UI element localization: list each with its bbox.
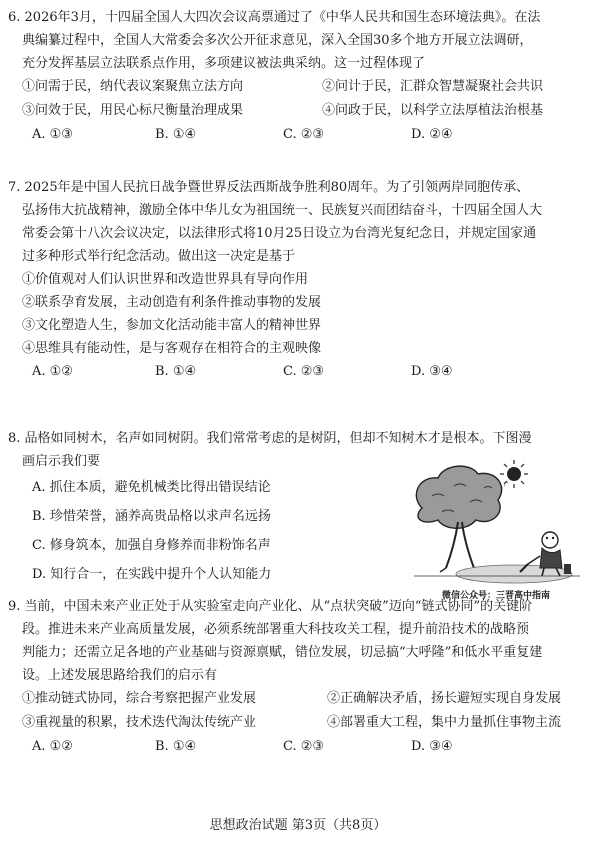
paint-bucket-icon [564,564,571,574]
q9-stem-line-1: 9. 当前，中国未来产业正处于从实验室走向产业化、从“点状突破”迈向“链式协同”的关键阶 [8,599,533,614]
q7-stem-line-1: 7. 2025年是中国人民抗日战争暨世界反法西斯战争胜利80周年。为了引领两岸同胞传承、 [8,180,530,195]
q9-option-c[interactable]: C. ②③ [283,739,325,754]
q8-option-d[interactable]: D. 知行合一，在实践中提升个人认知能力 [32,567,272,582]
q6-option-a[interactable]: A. ①③ [32,127,73,142]
q8-cartoon [404,456,584,604]
q8-option-c[interactable]: C. 修身筑本，加强自身修养而非粉饰名声 [32,538,271,553]
q8-option-a[interactable]: A. 抓住本质，避免机械类比得出错误结论 [32,480,271,495]
q7-statement-2: ②联系孕育发展，主动创造有利条件推动事物的发展 [22,295,322,310]
cartoon-drawing [404,456,584,604]
q6-option-c[interactable]: C. ②③ [283,127,325,142]
q6-options [8,123,588,147]
q7-statement-3: ③文化塑造人生，参加文化活动能丰富人的精神世界 [22,318,322,333]
q8-option-b[interactable]: B. 珍惜荣誉，涵养高贵品格以求声名远扬 [32,509,271,524]
q7-option-c[interactable]: C. ②③ [283,364,325,379]
q8-stem-line-2: 画启示我们要 [22,454,101,469]
q7-options [8,360,588,384]
q7-statement-1: ①价值观对人们认识世界和改造世界具有导向作用 [22,272,309,287]
q6-stem-line-1: 6. 2026年3月，十四届全国人大四次会议高票通过了《中华人民共和国生态环境法典》。在法 [8,10,541,25]
q8-stem-line-1: 8. 品格如同树木，名声如同树阴。我们常常考虑的是树阴，但却不知树木才是根本。下图漫 [8,431,532,446]
q6-option-d[interactable]: D. ②④ [411,127,453,142]
q7-stem-line-2: 弘扬伟大抗战精神，激励全体中华儿女为祖国统一、民族复兴而团结奋斗，十四届全国人大 [22,203,543,218]
q9-option-d[interactable]: D. ③④ [411,739,453,754]
q7-stem-line-4: 过多种形式举行纪念活动。做出这一决定是基于 [22,249,296,264]
q9-stem-line-3: 判能力；还需立足各地的产业基础与资源禀赋，错位发展，切忌搞“大呼隆”和低水平重复建 [22,645,543,660]
q7-option-d[interactable]: D. ③④ [411,364,453,379]
q9-statement-4: ④部署重大工程，集中力量抓住事物主流 [327,715,562,730]
q9-statement-2: ②正确解决矛盾，扬长避短实现自身发展 [327,691,562,706]
q6-statement-3: ③问效于民，用民心标尺衡量治理成果 [22,103,244,118]
q6-statements [8,75,588,123]
cartoon-caption: 微信公众号：三晋高中指南 [441,591,551,601]
q7-option-b[interactable]: B. ①④ [155,364,197,379]
q7-stem-line-3: 常委会第十八次会议决定，以法律形式将10月25日设立为台湾光复纪念日，并规定国家通 [22,226,537,241]
q9-stem-line-4: 设。上述发展思路给我们的启示有 [22,668,218,683]
q7-statement-4: ④思维具有能动性，是与客观存在相符合的主观映像 [22,341,322,356]
q9-options [8,735,588,759]
q9-statement-1: ①推动链式协同，综合考察把握产业发展 [22,691,257,706]
question-9 [8,595,588,759]
q9-option-a[interactable]: A. ①② [32,739,73,754]
q9-option-b[interactable]: B. ①④ [155,739,197,754]
q6-statement-1: ①问需于民，纳代表议案聚焦立法方向 [22,79,244,94]
q6-statement-4: ④问政于民，以科学立法厚植法治根基 [322,103,544,118]
page-footer: 思想政治试题 第3页（共8页） [209,818,387,833]
q6-stem-line-3: 充分发挥基层立法联系点作用，多项建议被法典采纳。这一过程体现了 [22,56,426,71]
q7-option-a[interactable]: A. ①② [32,364,73,379]
question-6 [8,6,588,147]
q6-option-b[interactable]: B. ①④ [155,127,197,142]
q9-statements [8,687,588,735]
q9-stem-line-2: 段。推进未来产业高质量发展，必须系统部署重大科技攻关工程，提升前沿技术的战略预 [22,622,530,637]
question-7 [8,176,588,384]
tree-icon [416,466,501,572]
q6-stem-line-2: 典编纂过程中，全国人大常委会多次公开征求意见，深入全国30多个地方开展立法调研， [22,33,533,48]
q9-statement-3: ③重视量的积累，技术迭代淘汰传统产业 [22,715,257,730]
q6-statement-2: ②问计于民，汇群众智慧凝聚社会共识 [322,79,544,94]
